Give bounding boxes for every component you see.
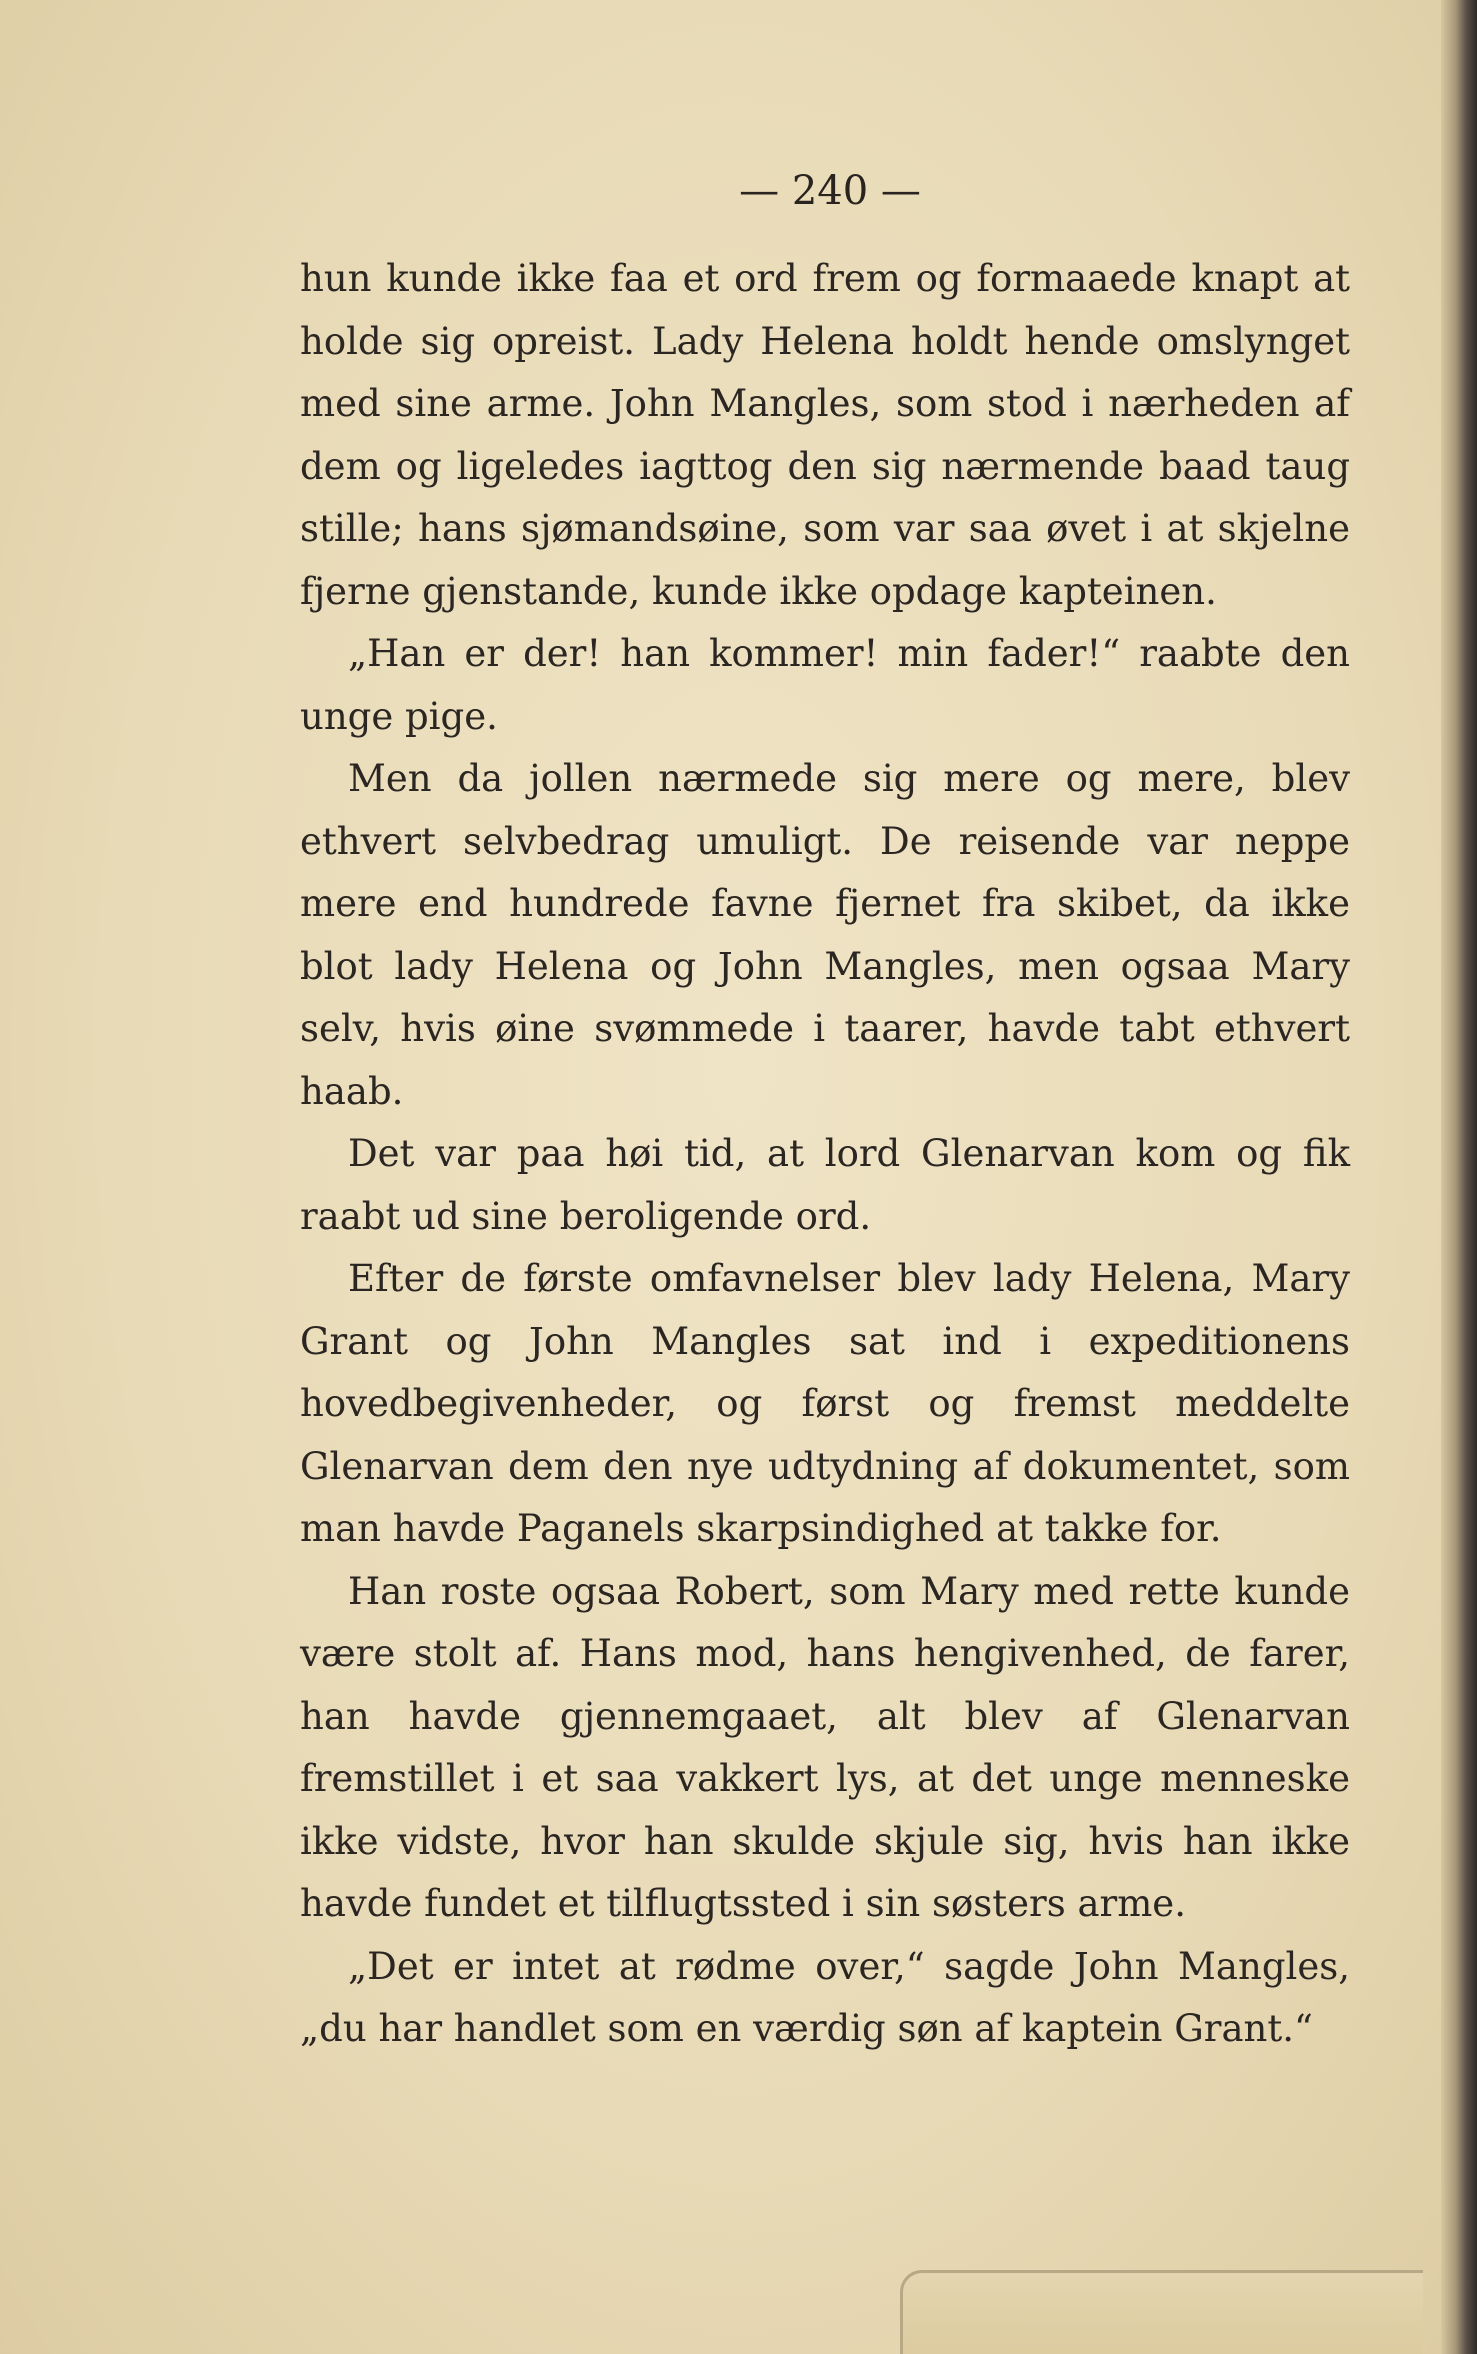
paragraph-7: „Det er intet at rødme over,“ sagde John Mangles, „du har handlet som en værdig søn af kaptein Grant.“ bbox=[300, 1944, 1350, 2050]
paragraph-6: Han roste ogsaa Robert, som Mary med rette kunde være stolt af. Hans mod, hans hengivenhed, de farer, han havde gjennemgaaet, alt blev af Glenarvan fremstillet i et saa vakkert lys, at det unge menneske ikke vidste, hvor han skulde skjule sig, hvis han ikke havde fundet et tilflugtssted i sin søsters arme. bbox=[300, 1569, 1350, 1925]
paragraph-1: hun kunde ikke faa et ord frem og formaaede knapt at holde sig opreist. Lady Helena holdt hende omslynget med sine arme. John Mangles, som stod i nærheden af dem og ligeledes iagttog den sig nærmende baad taug stille; hans sjømandsøine, som var saa øvet i at skjelne fjerne gjenstande, kunde ikke opdage kapteinen. bbox=[300, 257, 1350, 613]
paragraph-3: Men da jollen nærmede sig mere og mere, blev ethvert selvbedrag umuligt. De reisende var neppe mere end hundrede favne fjernet fra skibet, da ikke blot lady Helena og John Mangles, men ogsaa Mary selv, hvis øine svømmede i taarer, havde tabt ethvert haab. bbox=[300, 757, 1350, 1113]
paragraph-4: Det var paa høi tid, at lord Glenarvan kom og fik raabt ud sine beroligende ord. bbox=[300, 1132, 1350, 1238]
page-corner-fold bbox=[900, 2270, 1423, 2354]
paragraph-2: „Han er der! han kommer! min fader!“ raabte den unge pige. bbox=[300, 632, 1350, 738]
page-number: — 240 — bbox=[739, 168, 921, 214]
page-edge-shadow bbox=[1441, 0, 1477, 2354]
body-text bbox=[300, 248, 1350, 2061]
paragraph-5: Efter de første omfavnelser blev lady Helena, Mary Grant og John Mangles sat ind i expeditionens hovedbegivenheder, og først og fremst meddelte Glenarvan dem den nye udtydning af dokumentet, som man havde Paganels skarpsindighed at takke for. bbox=[300, 1257, 1350, 1550]
